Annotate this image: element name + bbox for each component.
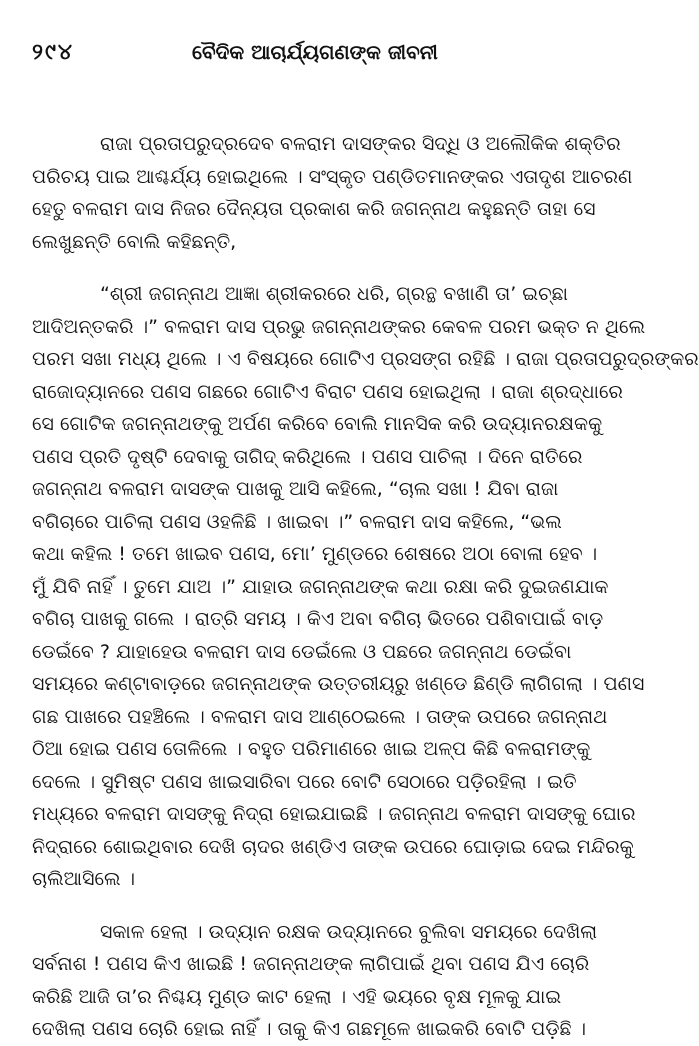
text-line: ମଧ୍ୟରେ ବଳରାମ ଦାସଙ୍କୁ ନିଦ୍ରା ହୋଇଯାଇଛି । ଜଗନ୍ନାଥ ବଳରାମ ଦାସଙ୍କୁ ଘୋର (32, 803, 636, 825)
text-line: ରାଜା ପ୍ରତାପରୁଦ୍ରଦେବ ବଳରାମ ଦାସଙ୍କର ସିଦ୍ଧି ଓ ଅଲୌକିକ ଶକ୍ତିର (100, 133, 621, 155)
text-line: ହେତୁ ବଳରାମ ଦାସ ନିଜର ଦୈନ୍ୟତା ପ୍ରକାଶ କରି ଜଗନ୍ନାଥ କହୁଛନ୍ତି ତାହା ସେ (32, 198, 596, 220)
text-line: ସର୍ବନାଶ ! ପଣସ କିଏ ଖାଇଛି ! ଜଗନ୍ନାଥଙ୍କ ଲାଗିପାଇଁ ଥିବା ପଣସ ଯିଏ ଚୋରି (32, 953, 590, 975)
text-line: ପରିଚୟ ପାଇ ଆଶ୍ଚର୍ଯ୍ୟ ହୋଇଥିଲେ । ସଂସ୍କୃତ ପଣ୍ଡିତମାନଙ୍କର ଏତାଦୃଶ ଆଚରଣ (32, 165, 633, 188)
text-line: ସକାଳ ହେଲା । ଉଦ୍ୟାନ ରକ୍ଷକ ଉଦ୍ୟାନରେ ବୁଲିବା ସମୟରେ ଦେଖିଲା (100, 920, 598, 943)
paragraph-gap (32, 896, 578, 916)
text-line: ଆଦିଅନ୍ତକରି ।” ବଳରାମ ଦାସ ପ୍ରଭୁ ଜଗନ୍ନାଥଙ୍କର କେବଳ ପରମ ଭକ୍ତ ନ ଥିଲେ (32, 315, 646, 338)
text-line: ସମୟରେ କଣ୍ଟାବାଡ଼ରେ ଜଗନ୍ନାଥଙ୍କ ଉତ୍ତରୀୟରୁ ଖଣ୍ଡେ ଛିଣ୍ଡି ଲାଗିଗଲା । ପଣସ (32, 673, 645, 695)
body-text (32, 128, 699, 1046)
paragraph-1 (32, 128, 633, 258)
text-line: ଦେଖିଲା ପଣସ ଚୋରି ହୋଇ ନାହିଁ । ତାକୁ କିଏ ଗଛମୂଳେ ଖାଇକରି ବୋଟି ପଡ଼ିଛି । (32, 1018, 587, 1040)
text-line: ମୁଁ ଯିବି ନାହିଁ । ତୁମେ ଯାଅ ।” ଯାହାଉ ଜଗନ୍ନାଥଙ୍କ କଥା ରକ୍ଷା କରି ଦୁଇଜଣଯାକ (32, 575, 609, 598)
text-line: ଲେଖୁଛନ୍ତି ବୋଲି କହିଛନ୍ତି, (32, 230, 237, 253)
text-line: ଗଛ ପାଖରେ ପହଞ୍ଚିଲେ । ବଳରାମ ଦାସ ଆଣ୍ଠେଇଲେ । ତାଙ୍କ ଉପରେ ଜଗନ୍ନାଥ (32, 705, 608, 728)
text-line: ଚାଲିଆସିଲେ । (32, 868, 136, 890)
page-number: ୨୯୪ (32, 40, 74, 65)
text-line: ସେ ଗୋଟିକ ଜଗନ୍ନାଥଙ୍କୁ ଅର୍ପଣ କରିବେ ବୋଲି ମାନସିକ କରି ଉଦ୍ୟାନରକ୍ଷକକୁ (32, 413, 603, 435)
text-line: ପଣସ ପ୍ରତି ଦୃଷ୍ଟି ଦେବାକୁ ତାଗିଦ୍ କରିଥିଲେ । ପଣସ ପାଚିଲା । ଦିନେ ରାତିରେ (32, 445, 583, 468)
page-header (32, 40, 578, 76)
text-line: ଜଗନ୍ନାଥ ବଳରାମ ଦାସଙ୍କ ପାଖକୁ ଆସି କହିଲେ, “ଚାଲ ସଖା ! ଯିବା ରାଜା (32, 478, 559, 500)
text-line: ଡେଇଁବେ ? ଯାହାହେଉ ବଳରାମ ଦାସ ଡେଇଁଲେ ଓ ପଛରେ ଜଗନ୍ନାଥ ଡେଇଁବା (32, 640, 572, 663)
text-line: ନିଦ୍ରାରେ ଶୋଇଥିବାର ଦେଖି ଚାଦର ଖଣ୍ଡିଏ ତାଙ୍କ ଉପରେ ଘୋଡ଼ାଇ ଦେଇ ମନ୍ଦିରକୁ (32, 835, 634, 858)
paragraph-2 (32, 278, 699, 896)
text-line: ବଗିଚା ପାଖକୁ ଗଲେ । ରାତ୍ରି ସମୟ । କିଏ ଅବା ବଗିଚା ଭିତରେ ପଶିବାପାଇଁ ବାଡ଼ (32, 608, 604, 630)
text-line: ଦେଲେ । ସୁମିଷ୍ଟ ପଣସ ଖାଇସାରିବା ପରେ ବୋଟି ସେଠାରେ ପଡ଼ିରହିଲା । ଇତି (32, 770, 577, 793)
paragraph-3 (32, 916, 598, 1046)
running-title: ବୈଦିକ ଆଚାର୍ଯ୍ୟଗଣଙ୍କ ଜୀବନୀ (192, 40, 438, 64)
text-line: ବଗିଚାରେ ପାଚିଲା ପଣସ ଓହଳିଛି । ଖାଇବା ।” ବଳରାମ ଦାସ କହିଲେ, “ଭଲ (32, 510, 562, 533)
text-line: ଠିଆ ହୋଇ ପଣସ ତୋଳିଲେ । ବହୁତ ପରିମାଣରେ ଖାଇ ଅଳ୍ପ କିଛି ବଳରାମଙ୍କୁ (32, 738, 591, 760)
paragraph-gap (32, 258, 578, 278)
text-line: “ଶ୍ରୀ ଜଗନ୍ନାଥ ଆଜ୍ଞା ଶ୍ରୀକରରେ ଧରି, ଗ୍ରନ୍ଥ ବଖାଣି ତା’ ଇଚ୍ଛା (100, 283, 569, 305)
text-line: କଥା କହିଲ ! ତମେ ଖାଇବ ପଣସ, ମୋ’ ମୁଣ୍ଡରେ ଶେଷରେ ଅଠା ବୋଳା ହେବ । (32, 543, 598, 565)
text-line: ପରମ ସଖା ମଧ୍ୟ ଥିଲେ । ଏ ବିଷୟରେ ଗୋଟିଏ ପ୍ରସଙ୍ଗ ରହିଛି । ରାଜା ପ୍ରତାପରୁଦ୍ରଙ୍କର (32, 348, 699, 370)
text-line: କରିଛି ଆଜି ତା’ର ନିଶ୍ଚୟ ମୁଣ୍ଡ କାଟ ହେଲା । ଏହି ଭୟରେ ବୃକ୍ଷ ମୂଳକୁ ଯାଇ (32, 985, 562, 1008)
text-line: ରାଜୋଦ୍ୟାନରେ ପଣସ ଗଛରେ ଗୋଟିଏ ବିରାଟ ପଣସ ହୋଇଥିଲା । ରାଜା ଶ୍ରଦ୍ଧାରେ (32, 380, 623, 403)
